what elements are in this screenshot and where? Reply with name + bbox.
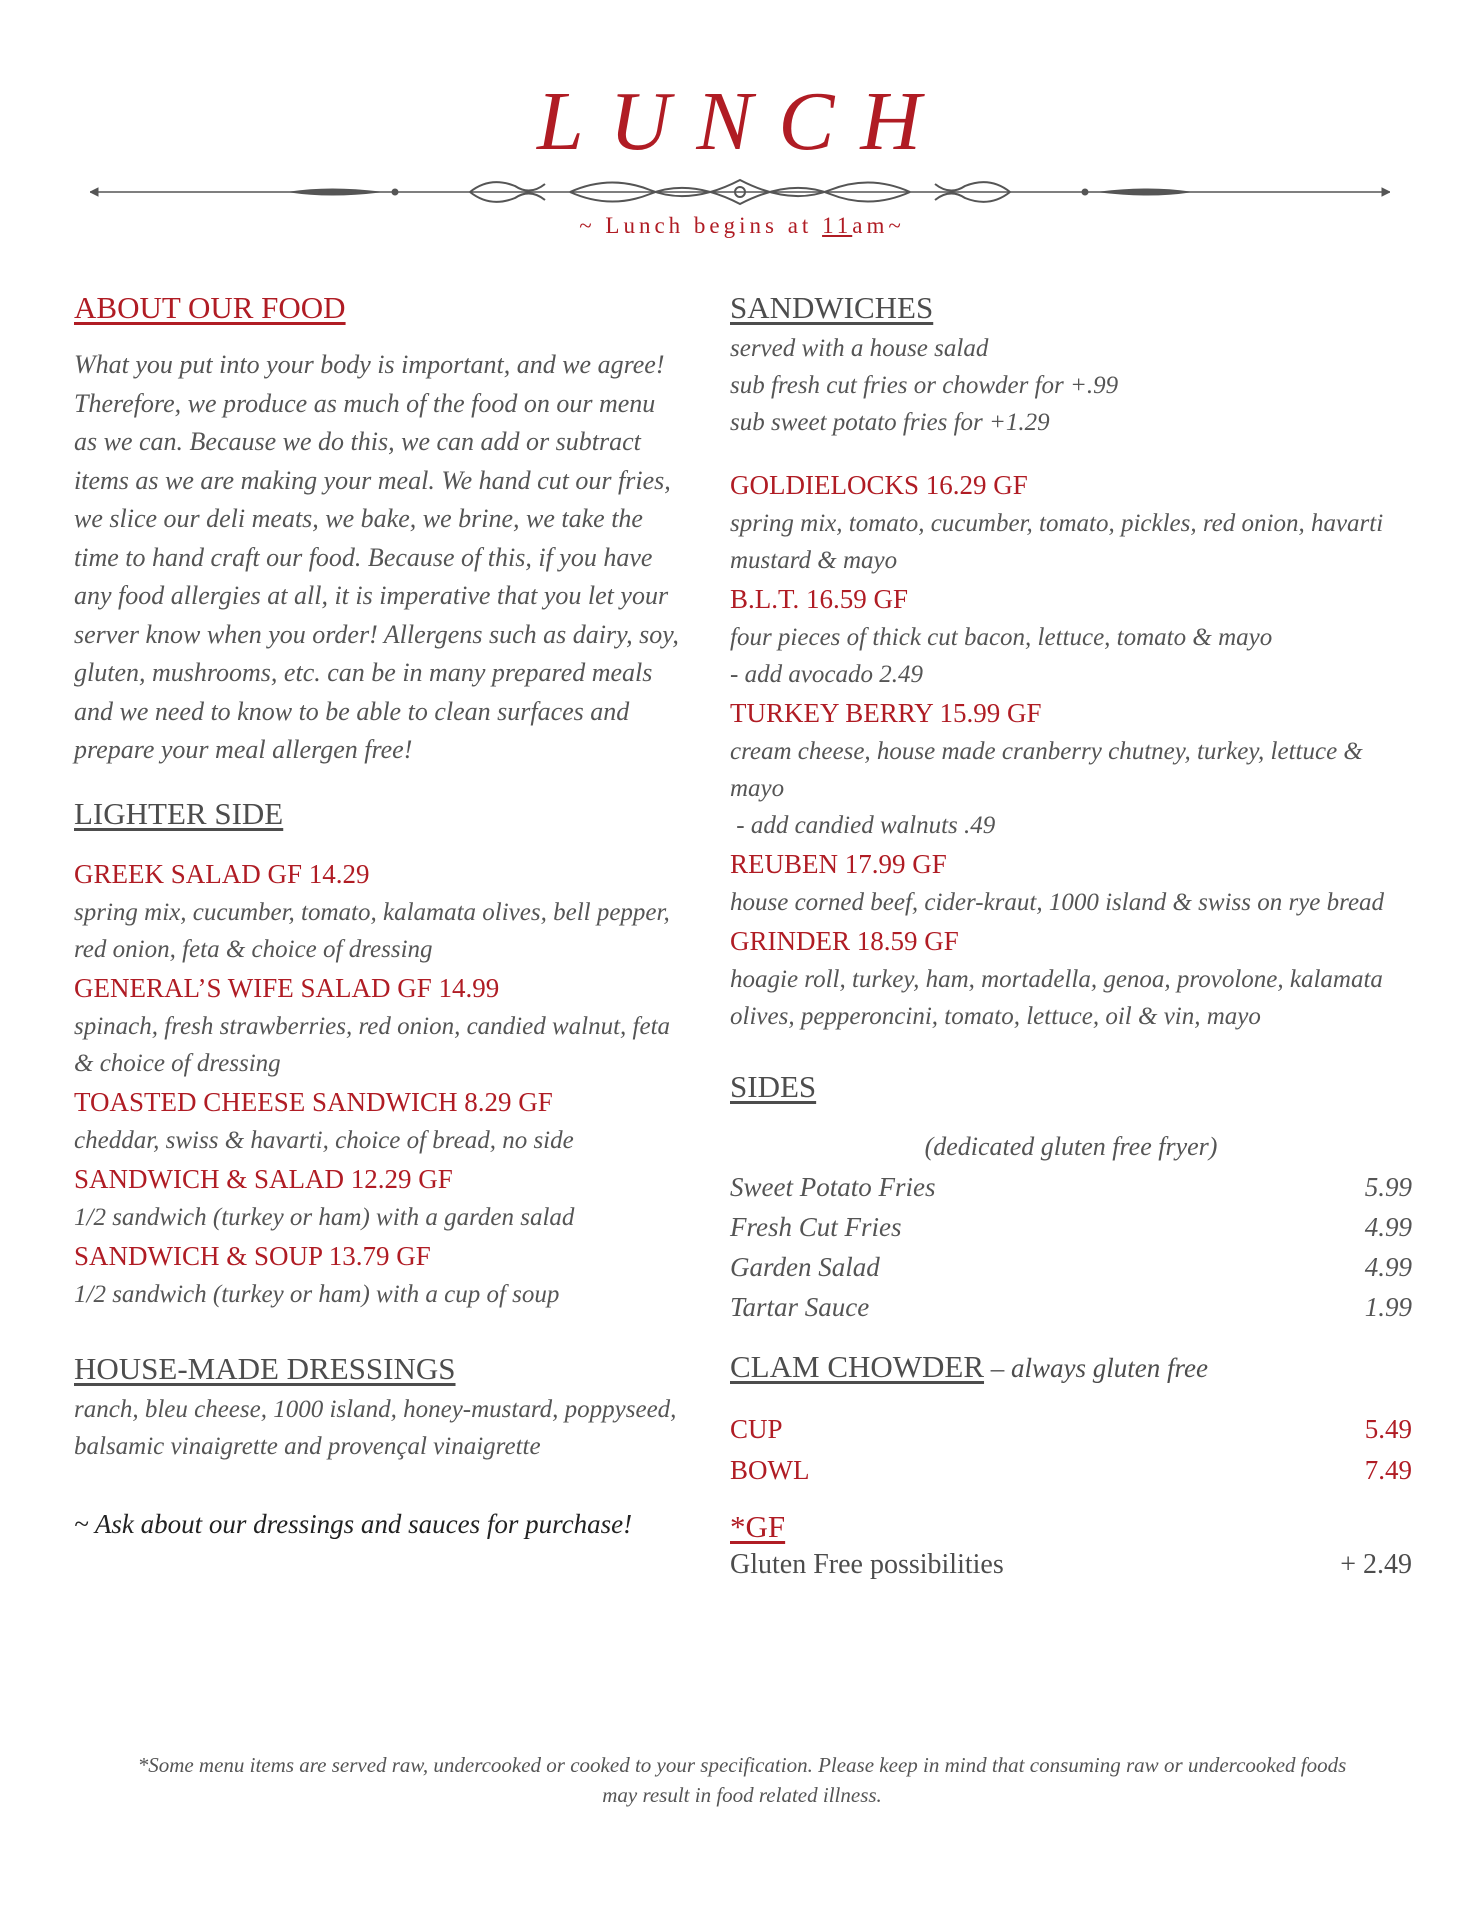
side-price: 4.99 [1364, 1212, 1412, 1242]
sandwich-notes [730, 330, 1412, 441]
menu-item-title: GRINDER 18.59 GF [730, 926, 959, 956]
side-price: 5.99 [1364, 1172, 1412, 1202]
menu-item-title: SANDWICH & SOUP 13.79 GF [74, 1240, 431, 1271]
side-row [730, 1287, 1412, 1327]
menu-item-title: TOASTED CHEESE SANDWICH 8.29 GF [74, 1086, 553, 1117]
sandwich-note: served with a house salad [730, 335, 989, 362]
dressings-heading: HOUSE-MADE DRESSINGS [74, 1350, 456, 1386]
side-name: Garden Salad [730, 1252, 880, 1282]
sides-heading: SIDES [730, 1069, 817, 1104]
gf-heading: *GF [730, 1509, 786, 1544]
left-column [74, 290, 684, 1540]
subtitle-prefix: ~ Lunch begins at [579, 213, 823, 238]
gf-label: Gluten Free possibilities [730, 1549, 1004, 1580]
menu-item-title: TURKEY BERRY 15.99 GF [730, 698, 1042, 728]
chowder-note: – always gluten free [984, 1353, 1208, 1383]
lighter-side-list [74, 854, 684, 1313]
menu-item-desc: four pieces of thick cut bacon, lettuce, tomato & mayo [730, 624, 1273, 651]
dressings-text: ranch, bleu cheese, 1000 island, honey-mustard, poppyseed, balsamic vinaigrette and provençal vinaigrette [74, 1395, 677, 1460]
side-row [730, 1167, 1412, 1207]
sandwiches-heading: SANDWICHES [730, 290, 934, 325]
sandwich-note: sub fresh cut fries or chowder for +.99 [730, 372, 1119, 399]
right-column [730, 290, 1412, 1585]
chowder-row [730, 1450, 1412, 1491]
menu-item [730, 693, 1412, 844]
menu-item [74, 1082, 684, 1159]
menu-item [74, 968, 684, 1082]
menu-item-title: REUBEN 17.99 GF [730, 849, 947, 879]
menu-item-title: B.L.T. 16.59 GF [730, 584, 909, 614]
chowder-size: BOWL [730, 1455, 810, 1485]
menu-item [74, 854, 684, 968]
menu-item-title: GENERAL’S WIFE SALAD GF 14.99 [74, 972, 500, 1003]
menu-item-desc: house corned beef, cider-kraut, 1000 island & swiss on rye bread [730, 889, 1385, 916]
lunch-start-subtitle [0, 213, 1484, 239]
menu-item-desc: spinach, fresh strawberries, red onion, candied walnut, feta & choice of dressing [74, 1012, 671, 1077]
chowder-size: CUP [730, 1414, 783, 1444]
menu-item-title: SANDWICH & SALAD 12.29 GF [74, 1163, 453, 1194]
chowder-row [730, 1409, 1412, 1450]
side-name: Fresh Cut Fries [730, 1212, 902, 1242]
menu-item [74, 1159, 684, 1236]
menu-item [730, 921, 1412, 1035]
gf-row [730, 1545, 1412, 1585]
menu-item-desc: cream cheese, house made cranberry chutney, turkey, lettuce & mayo [730, 738, 1363, 802]
menu-item [74, 1236, 684, 1313]
menu-item-desc: cheddar, swiss & havarti, choice of bread, no side [74, 1126, 574, 1154]
menu-item-addon: - add avocado 2.49 [730, 661, 924, 688]
gf-price: + 2.49 [1340, 1549, 1412, 1580]
sandwich-note: sub sweet potato fries for +1.29 [730, 409, 1050, 436]
menu-item [730, 579, 1412, 693]
side-price: 1.99 [1364, 1292, 1412, 1322]
menu-item-desc: spring mix, cucumber, tomato, kalamata olives, bell pepper, red onion, feta & choice of dressing [74, 898, 670, 963]
chowder-price: 7.49 [1364, 1455, 1412, 1485]
chowder-list [730, 1409, 1412, 1491]
side-name: Sweet Potato Fries [730, 1172, 936, 1202]
decorative-divider-ornament [90, 172, 1390, 212]
menu-item-desc: 1/2 sandwich (turkey or ham) with a garden salad [74, 1203, 575, 1231]
about-heading: ABOUT OUR FOOD [74, 290, 346, 325]
menu-item-desc: 1/2 sandwich (turkey or ham) with a cup of soup [74, 1280, 560, 1308]
menu-item [730, 465, 1412, 579]
chowder-price: 5.49 [1364, 1414, 1412, 1444]
subtitle-suffix: am~ [852, 213, 905, 238]
side-row [730, 1247, 1412, 1287]
menu-item-title: GOLDIELOCKS 16.29 GF [730, 470, 1028, 500]
sides-note: (dedicated gluten free fryer) [924, 1132, 1218, 1161]
menu-item-desc: hoagie roll, turkey, ham, mortadella, genoa, provolone, kalamata olives, pepperoncini, tomato, lettuce, oil & vin, mayo [730, 966, 1383, 1030]
chowder-heading: CLAM CHOWDER [730, 1349, 985, 1384]
menu-item-desc: spring mix, tomato, cucumber, tomato, pickles, red onion, havarti mustard & mayo [730, 510, 1384, 574]
side-price: 4.99 [1364, 1252, 1412, 1282]
raw-food-disclaimer: *Some menu items are served raw, undercooked or cooked to your specification. Please keep in mind that consuming raw or undercooked foods may result in food related illness. [137, 1753, 1347, 1807]
chowder-heading-line [730, 1349, 1412, 1385]
menu-item-addon: - add candied walnuts .49 [730, 812, 996, 839]
dressings-purchase-note: ~ Ask about our dressings and sauces for purchase! [74, 1508, 633, 1539]
lighter-side-heading: LIGHTER SIDE [74, 795, 284, 831]
side-name: Tartar Sauce [730, 1292, 870, 1322]
sides-list [730, 1167, 1412, 1327]
menu-item-title: GREEK SALAD GF 14.29 [74, 858, 370, 889]
menu-item [730, 844, 1412, 921]
menu-title: LUNCH [536, 75, 948, 168]
about-text: What you put into your body is important, and we agree! Therefore, we produce as much of the food on our menu as we can. Because we do this, we can add or subtract items as we are making your meal. We hand cut our fries, we slice our deli meats, we bake, we brine, we take the time to hand craft our food. Because of this, if you have any food allergies at all, it is imperative that you let your server know when you order! Allergens such as dairy, soy, gluten, mushrooms, etc. can be in many prepared meals and we need to know to be able to clean surfaces and prepare your meal allergen free! [74, 350, 679, 764]
subtitle-time: 11 [822, 213, 853, 238]
sandwich-list [730, 465, 1412, 1035]
side-row [730, 1207, 1412, 1247]
